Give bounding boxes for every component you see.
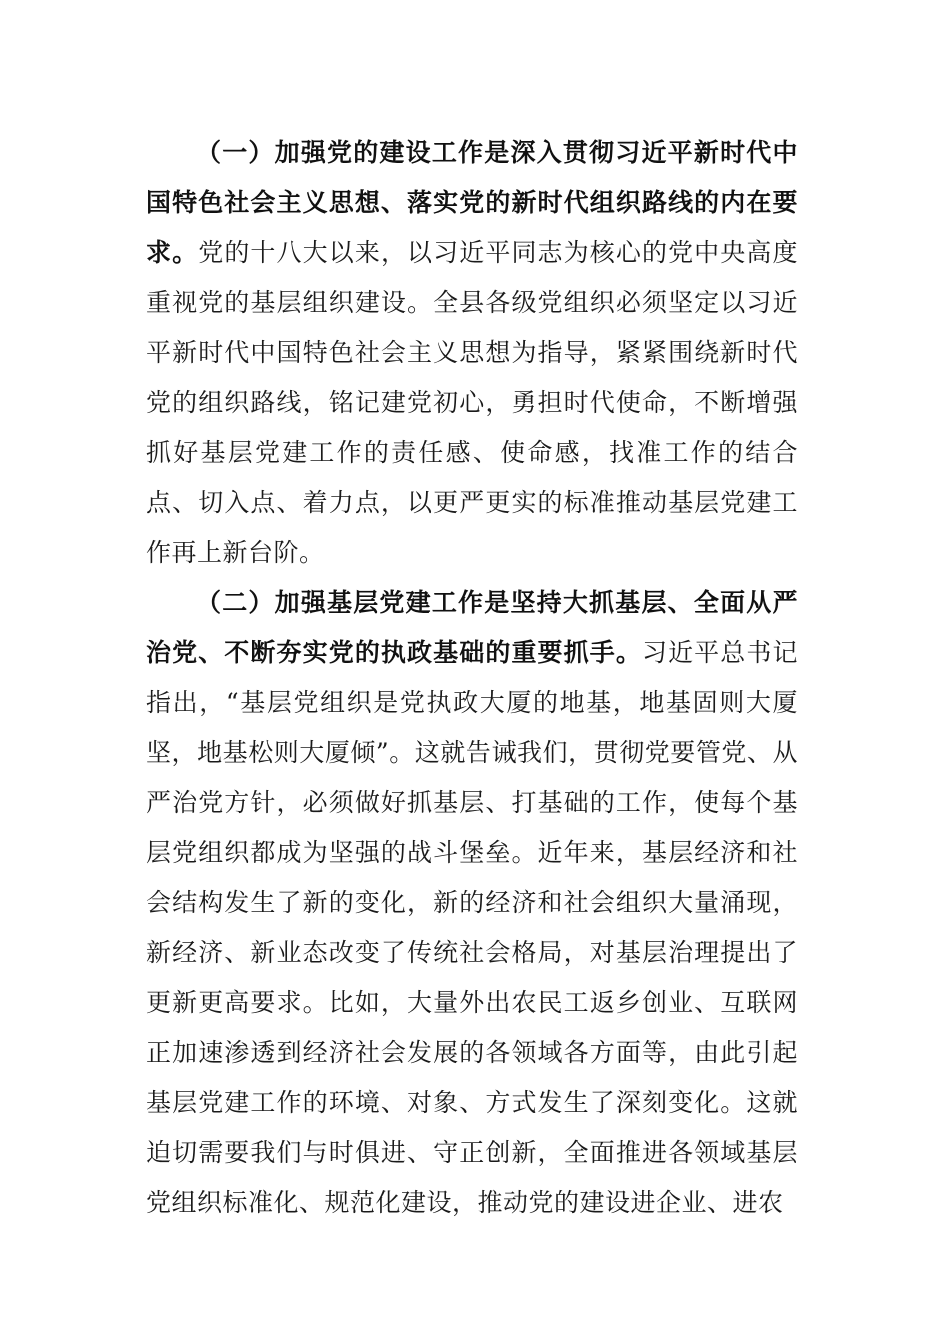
document-body xyxy=(146,128,798,1228)
paragraph-1 xyxy=(146,128,798,578)
paragraph-2-heading: （二）加强基层党建工作是坚持大抓基层、全面从严治党、不断夯实党的执政基础的重要抓手。 xyxy=(146,588,798,667)
paragraph-1-heading: （一）加强党的建设工作是深入贯彻习近平新时代中国特色社会主义思想、落实党的新时代组织路线的内在要求。 xyxy=(146,138,798,267)
paragraph-2-text: 习近平总书记指出，“基层党组织是党执政大厦的地基，地基固则大厦坚，地基松则大厦倾”。这就告诫我们，贯彻党要管党、从严治党方针，必须做好抓基层、打基础的工作，使每个基层党组织都成为坚强的战斗堡垒。近年来，基层经济和社会结构发生了新的变化，新的经济和社会组织大量涌现，新经济、新业态改变了传统社会格局，对基层治理提出了更新更高要求。比如，大量外出农民工返乡创业、互联网正加速渗透到经济社会发展的各领域各方面等，由此引起基层党建工作的环境、对象、方式发生了深刻变化。这就迫切需要我们与时俱进、守正创新，全面推进各领域基层党组织标准化、规范化建设，推动党的建设进企业、进农 xyxy=(146,638,798,1217)
paragraph-2 xyxy=(146,578,798,1228)
paragraph-1-text: 党的十八大以来，以习近平同志为核心的党中央高度重视党的基层组织建设。全县各级党组织必须坚定以习近平新时代中国特色社会主义思想为指导，紧紧围绕新时代党的组织路线，铭记建党初心，勇担时代使命，不断增强抓好基层党建工作的责任感、使命感，找准工作的结合点、切入点、着力点，以更严更实的标准推动基层党建工作再上新台阶。 xyxy=(146,238,798,567)
